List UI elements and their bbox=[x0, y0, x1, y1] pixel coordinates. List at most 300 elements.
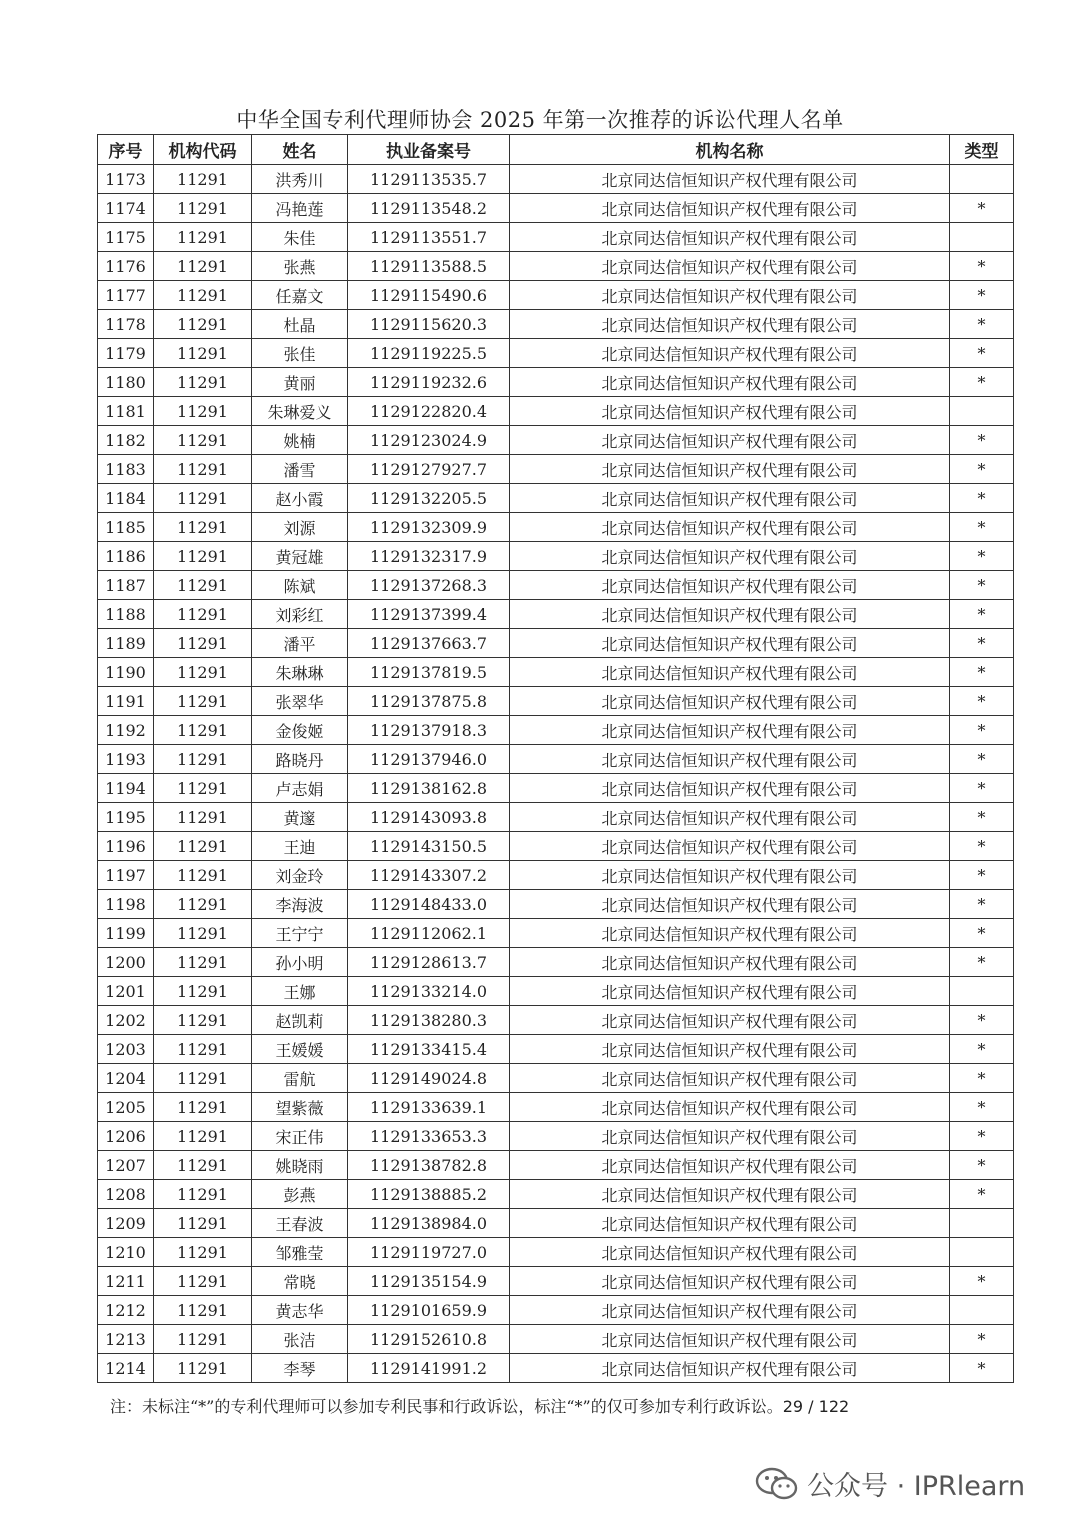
cell-license-number: 1129137918.3 bbox=[348, 716, 510, 745]
cell-license-number: 1129137663.7 bbox=[348, 629, 510, 658]
cell-index: 1202 bbox=[98, 1006, 154, 1035]
cell-org-code: 11291 bbox=[154, 1354, 252, 1383]
cell-org-code: 11291 bbox=[154, 281, 252, 310]
cell-license-number: 1129113588.5 bbox=[348, 252, 510, 281]
cell-type: * bbox=[950, 252, 1014, 281]
table-row bbox=[98, 1064, 1014, 1093]
cell-name: 常晓 bbox=[252, 1267, 348, 1296]
cell-type: * bbox=[950, 1325, 1014, 1354]
cell-index: 1201 bbox=[98, 977, 154, 1006]
cell-type: * bbox=[950, 1093, 1014, 1122]
cell-index: 1200 bbox=[98, 948, 154, 977]
cell-org-name: 北京同达信恒知识产权代理有限公司 bbox=[510, 919, 950, 948]
cell-index: 1190 bbox=[98, 658, 154, 687]
table-row bbox=[98, 919, 1014, 948]
table-row bbox=[98, 281, 1014, 310]
cell-org-code: 11291 bbox=[154, 803, 252, 832]
note-text: 注：未标注“*”的专利代理师可以参加专利民事和行政诉讼，标注“*”的仅可参加专利行政诉讼。 bbox=[110, 1397, 783, 1416]
cell-index: 1176 bbox=[98, 252, 154, 281]
cell-org-name: 北京同达信恒知识产权代理有限公司 bbox=[510, 1035, 950, 1064]
cell-type: * bbox=[950, 629, 1014, 658]
cell-index: 1196 bbox=[98, 832, 154, 861]
cell-type: * bbox=[950, 919, 1014, 948]
cell-license-number: 1129119727.0 bbox=[348, 1238, 510, 1267]
cell-name: 赵小霞 bbox=[252, 484, 348, 513]
cell-org-name: 北京同达信恒知识产权代理有限公司 bbox=[510, 716, 950, 745]
cell-license-number: 1129135154.9 bbox=[348, 1267, 510, 1296]
cell-org-name: 北京同达信恒知识产权代理有限公司 bbox=[510, 1296, 950, 1325]
cell-type: * bbox=[950, 716, 1014, 745]
cell-name: 金俊姬 bbox=[252, 716, 348, 745]
cell-license-number: 1129127927.7 bbox=[348, 455, 510, 484]
cell-org-code: 11291 bbox=[154, 774, 252, 803]
cell-type: * bbox=[950, 948, 1014, 977]
cell-index: 1205 bbox=[98, 1093, 154, 1122]
cell-org-name: 北京同达信恒知识产权代理有限公司 bbox=[510, 1151, 950, 1180]
table-row bbox=[98, 397, 1014, 426]
cell-type: * bbox=[950, 803, 1014, 832]
cell-org-name: 北京同达信恒知识产权代理有限公司 bbox=[510, 890, 950, 919]
cell-name: 杜晶 bbox=[252, 310, 348, 339]
table-row bbox=[98, 890, 1014, 919]
cell-org-name: 北京同达信恒知识产权代理有限公司 bbox=[510, 1354, 950, 1383]
cell-license-number: 1129122820.4 bbox=[348, 397, 510, 426]
header-license-number: 执业备案号 bbox=[348, 135, 510, 165]
cell-license-number: 1129132309.9 bbox=[348, 513, 510, 542]
header-type: 类型 bbox=[950, 135, 1014, 165]
cell-license-number: 1129148433.0 bbox=[348, 890, 510, 919]
cell-license-number: 1129141991.2 bbox=[348, 1354, 510, 1383]
cell-name: 姚楠 bbox=[252, 426, 348, 455]
cell-license-number: 1129119232.6 bbox=[348, 368, 510, 397]
cell-name: 王媛媛 bbox=[252, 1035, 348, 1064]
cell-org-name: 北京同达信恒知识产权代理有限公司 bbox=[510, 542, 950, 571]
cell-type: * bbox=[950, 1267, 1014, 1296]
cell-name: 彭燕 bbox=[252, 1180, 348, 1209]
table-row bbox=[98, 455, 1014, 484]
cell-org-code: 11291 bbox=[154, 1267, 252, 1296]
cell-org-name: 北京同达信恒知识产权代理有限公司 bbox=[510, 1209, 950, 1238]
cell-type: * bbox=[950, 455, 1014, 484]
cell-type bbox=[950, 1296, 1014, 1325]
cell-org-name: 北京同达信恒知识产权代理有限公司 bbox=[510, 1006, 950, 1035]
cell-type: * bbox=[950, 368, 1014, 397]
cell-license-number: 1129133639.1 bbox=[348, 1093, 510, 1122]
cell-index: 1210 bbox=[98, 1238, 154, 1267]
cell-org-code: 11291 bbox=[154, 745, 252, 774]
cell-name: 李海波 bbox=[252, 890, 348, 919]
cell-org-name: 北京同达信恒知识产权代理有限公司 bbox=[510, 948, 950, 977]
cell-index: 1180 bbox=[98, 368, 154, 397]
cell-license-number: 1129119225.5 bbox=[348, 339, 510, 368]
cell-org-name: 北京同达信恒知识产权代理有限公司 bbox=[510, 165, 950, 194]
cell-name: 邹雅莹 bbox=[252, 1238, 348, 1267]
cell-type: * bbox=[950, 832, 1014, 861]
cell-org-code: 11291 bbox=[154, 1151, 252, 1180]
cell-org-code: 11291 bbox=[154, 1064, 252, 1093]
watermark-text: 公众号 · IPRlearn bbox=[807, 1471, 1026, 1502]
cell-license-number: 1129138782.8 bbox=[348, 1151, 510, 1180]
cell-license-number: 1129101659.9 bbox=[348, 1296, 510, 1325]
cell-org-name: 北京同达信恒知识产权代理有限公司 bbox=[510, 252, 950, 281]
cell-org-name: 北京同达信恒知识产权代理有限公司 bbox=[510, 1238, 950, 1267]
cell-name: 路晓丹 bbox=[252, 745, 348, 774]
cell-license-number: 1129137875.8 bbox=[348, 687, 510, 716]
cell-license-number: 1129113551.7 bbox=[348, 223, 510, 252]
cell-license-number: 1129137399.4 bbox=[348, 600, 510, 629]
table-row bbox=[98, 223, 1014, 252]
table-body bbox=[98, 165, 1014, 1383]
cell-name: 张燕 bbox=[252, 252, 348, 281]
cell-org-code: 11291 bbox=[154, 716, 252, 745]
cell-org-code: 11291 bbox=[154, 832, 252, 861]
cell-name: 望紫薇 bbox=[252, 1093, 348, 1122]
cell-org-name: 北京同达信恒知识产权代理有限公司 bbox=[510, 629, 950, 658]
table-row bbox=[98, 716, 1014, 745]
cell-org-code: 11291 bbox=[154, 1238, 252, 1267]
cell-name: 潘平 bbox=[252, 629, 348, 658]
cell-index: 1184 bbox=[98, 484, 154, 513]
cell-org-code: 11291 bbox=[154, 310, 252, 339]
cell-type: * bbox=[950, 861, 1014, 890]
table-row bbox=[98, 1035, 1014, 1064]
cell-index: 1175 bbox=[98, 223, 154, 252]
cell-license-number: 1129132205.5 bbox=[348, 484, 510, 513]
header-org-name: 机构名称 bbox=[510, 135, 950, 165]
cell-name: 黄冠雄 bbox=[252, 542, 348, 571]
cell-index: 1212 bbox=[98, 1296, 154, 1325]
cell-name: 王迪 bbox=[252, 832, 348, 861]
table-row bbox=[98, 1180, 1014, 1209]
cell-index: 1174 bbox=[98, 194, 154, 223]
cell-index: 1198 bbox=[98, 890, 154, 919]
table-row bbox=[98, 774, 1014, 803]
cell-type: * bbox=[950, 1035, 1014, 1064]
cell-name: 刘彩红 bbox=[252, 600, 348, 629]
cell-type bbox=[950, 1209, 1014, 1238]
cell-org-name: 北京同达信恒知识产权代理有限公司 bbox=[510, 368, 950, 397]
cell-license-number: 1129112062.1 bbox=[348, 919, 510, 948]
cell-index: 1197 bbox=[98, 861, 154, 890]
cell-org-code: 11291 bbox=[154, 890, 252, 919]
cell-type: * bbox=[950, 339, 1014, 368]
table-row bbox=[98, 629, 1014, 658]
cell-license-number: 1129143150.5 bbox=[348, 832, 510, 861]
cell-license-number: 1129138162.8 bbox=[348, 774, 510, 803]
cell-index: 1194 bbox=[98, 774, 154, 803]
table-row bbox=[98, 1151, 1014, 1180]
cell-name: 李琴 bbox=[252, 1354, 348, 1383]
cell-org-code: 11291 bbox=[154, 1006, 252, 1035]
cell-license-number: 1129137946.0 bbox=[348, 745, 510, 774]
cell-license-number: 1129143307.2 bbox=[348, 861, 510, 890]
cell-org-name: 北京同达信恒知识产权代理有限公司 bbox=[510, 861, 950, 890]
cell-license-number: 1129128613.7 bbox=[348, 948, 510, 977]
agent-table bbox=[97, 134, 1014, 1383]
cell-org-code: 11291 bbox=[154, 687, 252, 716]
cell-name: 刘金玲 bbox=[252, 861, 348, 890]
cell-name: 赵凯莉 bbox=[252, 1006, 348, 1035]
cell-name: 卢志娟 bbox=[252, 774, 348, 803]
table-row bbox=[98, 484, 1014, 513]
cell-org-name: 北京同达信恒知识产权代理有限公司 bbox=[510, 194, 950, 223]
header-name: 姓名 bbox=[252, 135, 348, 165]
cell-org-code: 11291 bbox=[154, 165, 252, 194]
wechat-icon bbox=[755, 1466, 799, 1502]
cell-org-code: 11291 bbox=[154, 397, 252, 426]
cell-org-code: 11291 bbox=[154, 658, 252, 687]
cell-org-name: 北京同达信恒知识产权代理有限公司 bbox=[510, 803, 950, 832]
cell-org-name: 北京同达信恒知识产权代理有限公司 bbox=[510, 426, 950, 455]
cell-org-code: 11291 bbox=[154, 1325, 252, 1354]
cell-license-number: 1129138885.2 bbox=[348, 1180, 510, 1209]
table-row bbox=[98, 1238, 1014, 1267]
cell-index: 1204 bbox=[98, 1064, 154, 1093]
cell-org-code: 11291 bbox=[154, 513, 252, 542]
cell-org-name: 北京同达信恒知识产权代理有限公司 bbox=[510, 513, 950, 542]
table-row bbox=[98, 252, 1014, 281]
cell-index: 1199 bbox=[98, 919, 154, 948]
cell-license-number: 1129133214.0 bbox=[348, 977, 510, 1006]
cell-org-name: 北京同达信恒知识产权代理有限公司 bbox=[510, 310, 950, 339]
cell-type: * bbox=[950, 1354, 1014, 1383]
cell-name: 孙小明 bbox=[252, 948, 348, 977]
cell-name: 陈斌 bbox=[252, 571, 348, 600]
cell-index: 1187 bbox=[98, 571, 154, 600]
cell-index: 1211 bbox=[98, 1267, 154, 1296]
table-row bbox=[98, 803, 1014, 832]
cell-org-name: 北京同达信恒知识产权代理有限公司 bbox=[510, 223, 950, 252]
cell-index: 1193 bbox=[98, 745, 154, 774]
cell-name: 姚晓雨 bbox=[252, 1151, 348, 1180]
cell-org-name: 北京同达信恒知识产权代理有限公司 bbox=[510, 832, 950, 861]
table-row bbox=[98, 426, 1014, 455]
cell-index: 1192 bbox=[98, 716, 154, 745]
cell-org-name: 北京同达信恒知识产权代理有限公司 bbox=[510, 1064, 950, 1093]
cell-type: * bbox=[950, 310, 1014, 339]
table-row bbox=[98, 832, 1014, 861]
cell-name: 黄丽 bbox=[252, 368, 348, 397]
cell-license-number: 1129138280.3 bbox=[348, 1006, 510, 1035]
cell-org-name: 北京同达信恒知识产权代理有限公司 bbox=[510, 571, 950, 600]
cell-type: * bbox=[950, 542, 1014, 571]
cell-org-code: 11291 bbox=[154, 484, 252, 513]
cell-license-number: 1129113535.7 bbox=[348, 165, 510, 194]
cell-type bbox=[950, 223, 1014, 252]
table-row bbox=[98, 1122, 1014, 1151]
table-row bbox=[98, 658, 1014, 687]
cell-name: 刘源 bbox=[252, 513, 348, 542]
cell-org-code: 11291 bbox=[154, 426, 252, 455]
cell-index: 1181 bbox=[98, 397, 154, 426]
cell-index: 1179 bbox=[98, 339, 154, 368]
table-header-row bbox=[98, 135, 1014, 165]
cell-license-number: 1129113548.2 bbox=[348, 194, 510, 223]
cell-org-name: 北京同达信恒知识产权代理有限公司 bbox=[510, 687, 950, 716]
cell-index: 1209 bbox=[98, 1209, 154, 1238]
cell-index: 1177 bbox=[98, 281, 154, 310]
cell-license-number: 1129123024.9 bbox=[348, 426, 510, 455]
cell-name: 雷航 bbox=[252, 1064, 348, 1093]
cell-org-name: 北京同达信恒知识产权代理有限公司 bbox=[510, 455, 950, 484]
table-row bbox=[98, 1354, 1014, 1383]
cell-name: 冯艳莲 bbox=[252, 194, 348, 223]
cell-type: * bbox=[950, 745, 1014, 774]
cell-index: 1185 bbox=[98, 513, 154, 542]
cell-type: * bbox=[950, 1064, 1014, 1093]
cell-org-code: 11291 bbox=[154, 1180, 252, 1209]
cell-index: 1208 bbox=[98, 1180, 154, 1209]
cell-name: 朱琳琳 bbox=[252, 658, 348, 687]
cell-org-name: 北京同达信恒知识产权代理有限公司 bbox=[510, 1122, 950, 1151]
cell-license-number: 1129149024.8 bbox=[348, 1064, 510, 1093]
cell-org-code: 11291 bbox=[154, 1296, 252, 1325]
cell-index: 1186 bbox=[98, 542, 154, 571]
cell-org-name: 北京同达信恒知识产权代理有限公司 bbox=[510, 977, 950, 1006]
table-row bbox=[98, 948, 1014, 977]
cell-org-name: 北京同达信恒知识产权代理有限公司 bbox=[510, 281, 950, 310]
cell-org-code: 11291 bbox=[154, 1209, 252, 1238]
cell-type bbox=[950, 165, 1014, 194]
cell-type: * bbox=[950, 484, 1014, 513]
cell-index: 1173 bbox=[98, 165, 154, 194]
cell-type: * bbox=[950, 1180, 1014, 1209]
cell-name: 王宁宁 bbox=[252, 919, 348, 948]
cell-org-code: 11291 bbox=[154, 1122, 252, 1151]
cell-org-name: 北京同达信恒知识产权代理有限公司 bbox=[510, 484, 950, 513]
cell-license-number: 1129115490.6 bbox=[348, 281, 510, 310]
cell-org-name: 北京同达信恒知识产权代理有限公司 bbox=[510, 600, 950, 629]
cell-type: * bbox=[950, 571, 1014, 600]
cell-type: * bbox=[950, 194, 1014, 223]
table-row bbox=[98, 368, 1014, 397]
cell-name: 宋正伟 bbox=[252, 1122, 348, 1151]
cell-org-name: 北京同达信恒知识产权代理有限公司 bbox=[510, 339, 950, 368]
table-row bbox=[98, 310, 1014, 339]
cell-org-code: 11291 bbox=[154, 977, 252, 1006]
cell-org-code: 11291 bbox=[154, 861, 252, 890]
cell-org-code: 11291 bbox=[154, 223, 252, 252]
cell-index: 1182 bbox=[98, 426, 154, 455]
cell-type: * bbox=[950, 687, 1014, 716]
table-row bbox=[98, 1296, 1014, 1325]
cell-org-code: 11291 bbox=[154, 252, 252, 281]
table-row bbox=[98, 977, 1014, 1006]
cell-name: 张佳 bbox=[252, 339, 348, 368]
cell-org-name: 北京同达信恒知识产权代理有限公司 bbox=[510, 774, 950, 803]
cell-org-code: 11291 bbox=[154, 1093, 252, 1122]
cell-license-number: 1129115620.3 bbox=[348, 310, 510, 339]
cell-type: * bbox=[950, 890, 1014, 919]
cell-index: 1178 bbox=[98, 310, 154, 339]
cell-type: * bbox=[950, 1151, 1014, 1180]
cell-org-name: 北京同达信恒知识产权代理有限公司 bbox=[510, 1325, 950, 1354]
cell-name: 王春波 bbox=[252, 1209, 348, 1238]
cell-type bbox=[950, 977, 1014, 1006]
cell-type: * bbox=[950, 658, 1014, 687]
source-watermark bbox=[755, 1464, 1025, 1503]
header-org-code: 机构代码 bbox=[154, 135, 252, 165]
cell-license-number: 1129133415.4 bbox=[348, 1035, 510, 1064]
cell-type: * bbox=[950, 600, 1014, 629]
cell-index: 1191 bbox=[98, 687, 154, 716]
cell-org-name: 北京同达信恒知识产权代理有限公司 bbox=[510, 745, 950, 774]
cell-org-code: 11291 bbox=[154, 455, 252, 484]
cell-index: 1206 bbox=[98, 1122, 154, 1151]
table-row bbox=[98, 1093, 1014, 1122]
table-row bbox=[98, 861, 1014, 890]
cell-type: * bbox=[950, 513, 1014, 542]
cell-license-number: 1129137268.3 bbox=[348, 571, 510, 600]
table-row bbox=[98, 687, 1014, 716]
cell-license-number: 1129133653.3 bbox=[348, 1122, 510, 1151]
table-row bbox=[98, 339, 1014, 368]
cell-index: 1203 bbox=[98, 1035, 154, 1064]
table-row bbox=[98, 1325, 1014, 1354]
table-row bbox=[98, 1267, 1014, 1296]
table-row bbox=[98, 745, 1014, 774]
cell-type bbox=[950, 1238, 1014, 1267]
cell-name: 王娜 bbox=[252, 977, 348, 1006]
cell-org-name: 北京同达信恒知识产权代理有限公司 bbox=[510, 1180, 950, 1209]
table-row bbox=[98, 513, 1014, 542]
cell-name: 黄志华 bbox=[252, 1296, 348, 1325]
header-index: 序号 bbox=[98, 135, 154, 165]
table-row bbox=[98, 571, 1014, 600]
cell-org-code: 11291 bbox=[154, 571, 252, 600]
cell-type: * bbox=[950, 426, 1014, 455]
cell-name: 张洁 bbox=[252, 1325, 348, 1354]
cell-type: * bbox=[950, 1122, 1014, 1151]
cell-org-code: 11291 bbox=[154, 368, 252, 397]
cell-license-number: 1129132317.9 bbox=[348, 542, 510, 571]
cell-org-code: 11291 bbox=[154, 919, 252, 948]
cell-org-name: 北京同达信恒知识产权代理有限公司 bbox=[510, 1267, 950, 1296]
footer-note bbox=[110, 1394, 849, 1417]
cell-license-number: 1129143093.8 bbox=[348, 803, 510, 832]
cell-index: 1195 bbox=[98, 803, 154, 832]
page-title: 中华全国专利代理师协会 2025 年第一次推荐的诉讼代理人名单 bbox=[236, 108, 844, 132]
cell-name: 洪秀川 bbox=[252, 165, 348, 194]
table-row bbox=[98, 542, 1014, 571]
table-row bbox=[98, 165, 1014, 194]
cell-org-code: 11291 bbox=[154, 600, 252, 629]
cell-type: * bbox=[950, 774, 1014, 803]
cell-index: 1207 bbox=[98, 1151, 154, 1180]
cell-org-code: 11291 bbox=[154, 1035, 252, 1064]
cell-index: 1188 bbox=[98, 600, 154, 629]
cell-index: 1213 bbox=[98, 1325, 154, 1354]
table-row bbox=[98, 600, 1014, 629]
cell-org-code: 11291 bbox=[154, 629, 252, 658]
cell-name: 黄邃 bbox=[252, 803, 348, 832]
cell-name: 潘雪 bbox=[252, 455, 348, 484]
table-row bbox=[98, 1006, 1014, 1035]
table-row bbox=[98, 194, 1014, 223]
cell-name: 朱琳爱义 bbox=[252, 397, 348, 426]
cell-index: 1214 bbox=[98, 1354, 154, 1383]
cell-org-name: 北京同达信恒知识产权代理有限公司 bbox=[510, 1093, 950, 1122]
cell-license-number: 1129152610.8 bbox=[348, 1325, 510, 1354]
cell-org-name: 北京同达信恒知识产权代理有限公司 bbox=[510, 397, 950, 426]
table-row bbox=[98, 1209, 1014, 1238]
cell-name: 朱佳 bbox=[252, 223, 348, 252]
cell-type: * bbox=[950, 281, 1014, 310]
cell-org-code: 11291 bbox=[154, 339, 252, 368]
cell-name: 张翠华 bbox=[252, 687, 348, 716]
cell-license-number: 1129137819.5 bbox=[348, 658, 510, 687]
cell-org-code: 11291 bbox=[154, 542, 252, 571]
